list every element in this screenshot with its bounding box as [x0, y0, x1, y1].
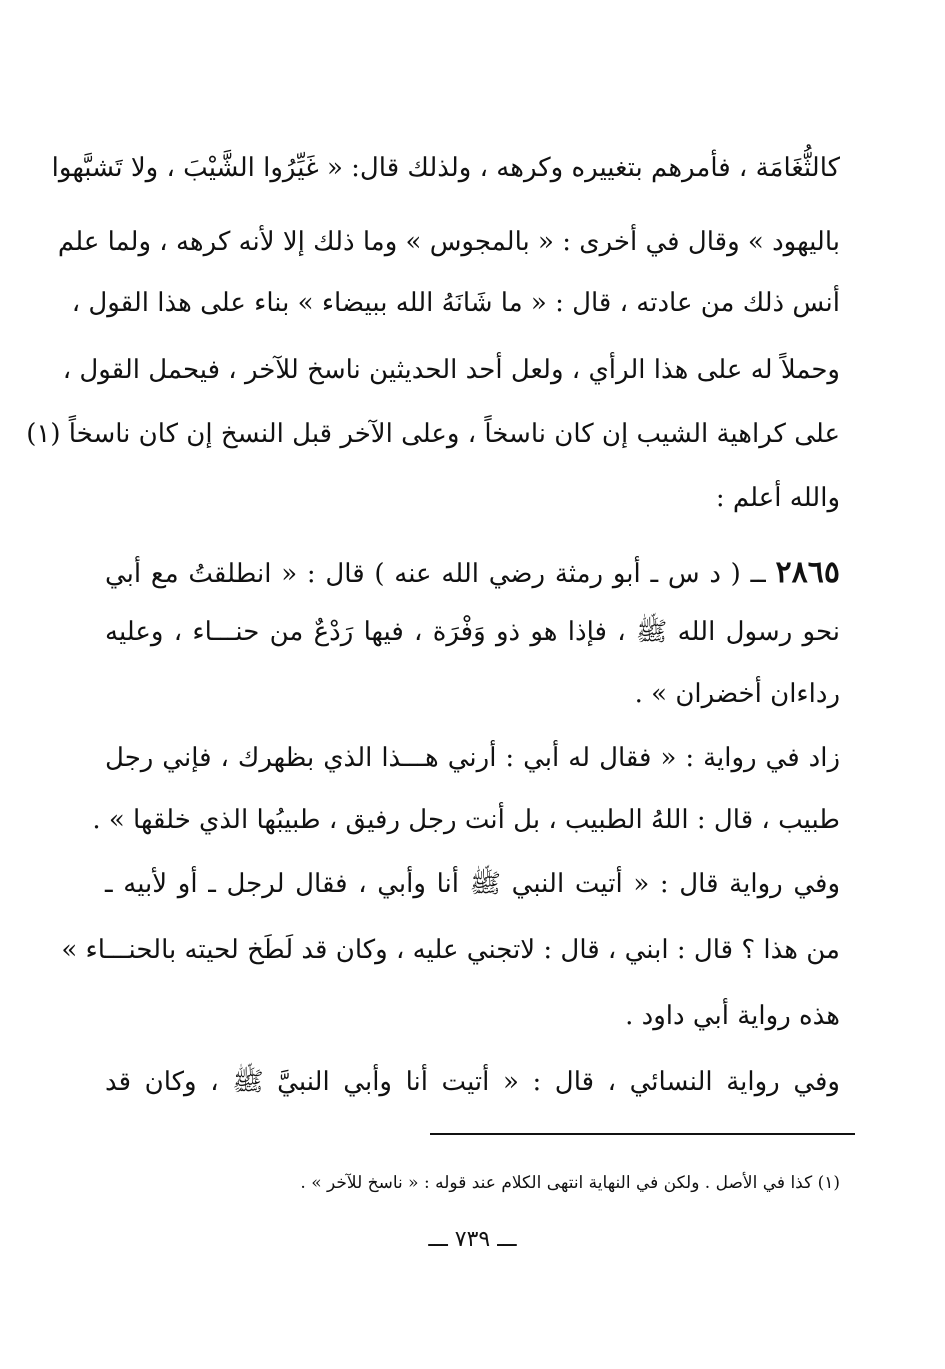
text-line: نحو رسول الله ﷺ ، فإذا هو ذو وَفْرَة ، فيها رَدْعٌ من حنـــاء ، وعليه — [105, 617, 840, 647]
hadith-heading-line — [105, 553, 840, 594]
text-line: رداءان أخضران » . — [634, 679, 840, 709]
page-number: ـــ ٧٣٩ ـــ — [428, 1227, 517, 1252]
text-line: زاد في رواية : « فقال له أبي : أرني هـــذا الذي بظهرك ، فإني رجل — [105, 743, 840, 773]
text-line: هذه رواية أبي داود . — [625, 1001, 840, 1031]
footnote-divider — [430, 1133, 855, 1135]
text-line: وحملاً له على هذا الرأي ، ولعل أحد الحديثين ناسخ للآخر ، فيحمل القول ، — [62, 355, 840, 385]
hadith-heading-text: ــ ( د س ـ أبو رمثة رضي الله عنه ) قال : « انطلقتُ مع أبي — [105, 559, 766, 589]
footnote: (١) كذا في الأصل . ولكن في النهاية انتهى الكلام عند قوله : « ناسخ للآخر » . — [300, 1173, 840, 1193]
text-line: على كراهية الشيب إن كان ناسخاً ، وعلى الآخر قبل النسخ إن كان ناسخاً (١) — [26, 419, 840, 449]
text-line: كالثُّغَامَة ، فأمرهم بتغييره وكرهه ، ولذلك قال: « غَيِّرُوا الشَّيْبَ ، ولا تَشبَّهوا — [51, 153, 840, 183]
text-line: وفي رواية قال : « أتيت النبي ﷺ أنا وأبي ، فقال لرجل ـ أو لأبيه ـ — [105, 869, 840, 899]
text-line: أنس ذلك من عادته ، قال : « ما شَانَهُ الله ببيضاء » بناء على هذا القول ، — [71, 288, 840, 318]
text-line: باليهود » وقال في أخرى : « بالمجوس » وما ذلك إلا لأنه كرهه ، ولما علم — [57, 227, 840, 257]
text-line: والله أعلم : — [715, 483, 840, 513]
hadith-number: ٢٨٦٥ — [775, 555, 840, 590]
text-line: وفي رواية النسائي ، قال : « أتيت أنا وأبي النبيَّ ﷺ ، وكان قد — [105, 1067, 840, 1097]
text-line: طبيب ، قال : اللهُ الطبيب ، بل أنت رجل رفيق ، طبيبُها الذي خلقها » . — [92, 805, 840, 835]
text-line: من هذا ؟ قال : ابني ، قال : لاتجني عليه ، وكان قد لَطَخ لحيته بالحنـــاء » — [61, 935, 840, 965]
